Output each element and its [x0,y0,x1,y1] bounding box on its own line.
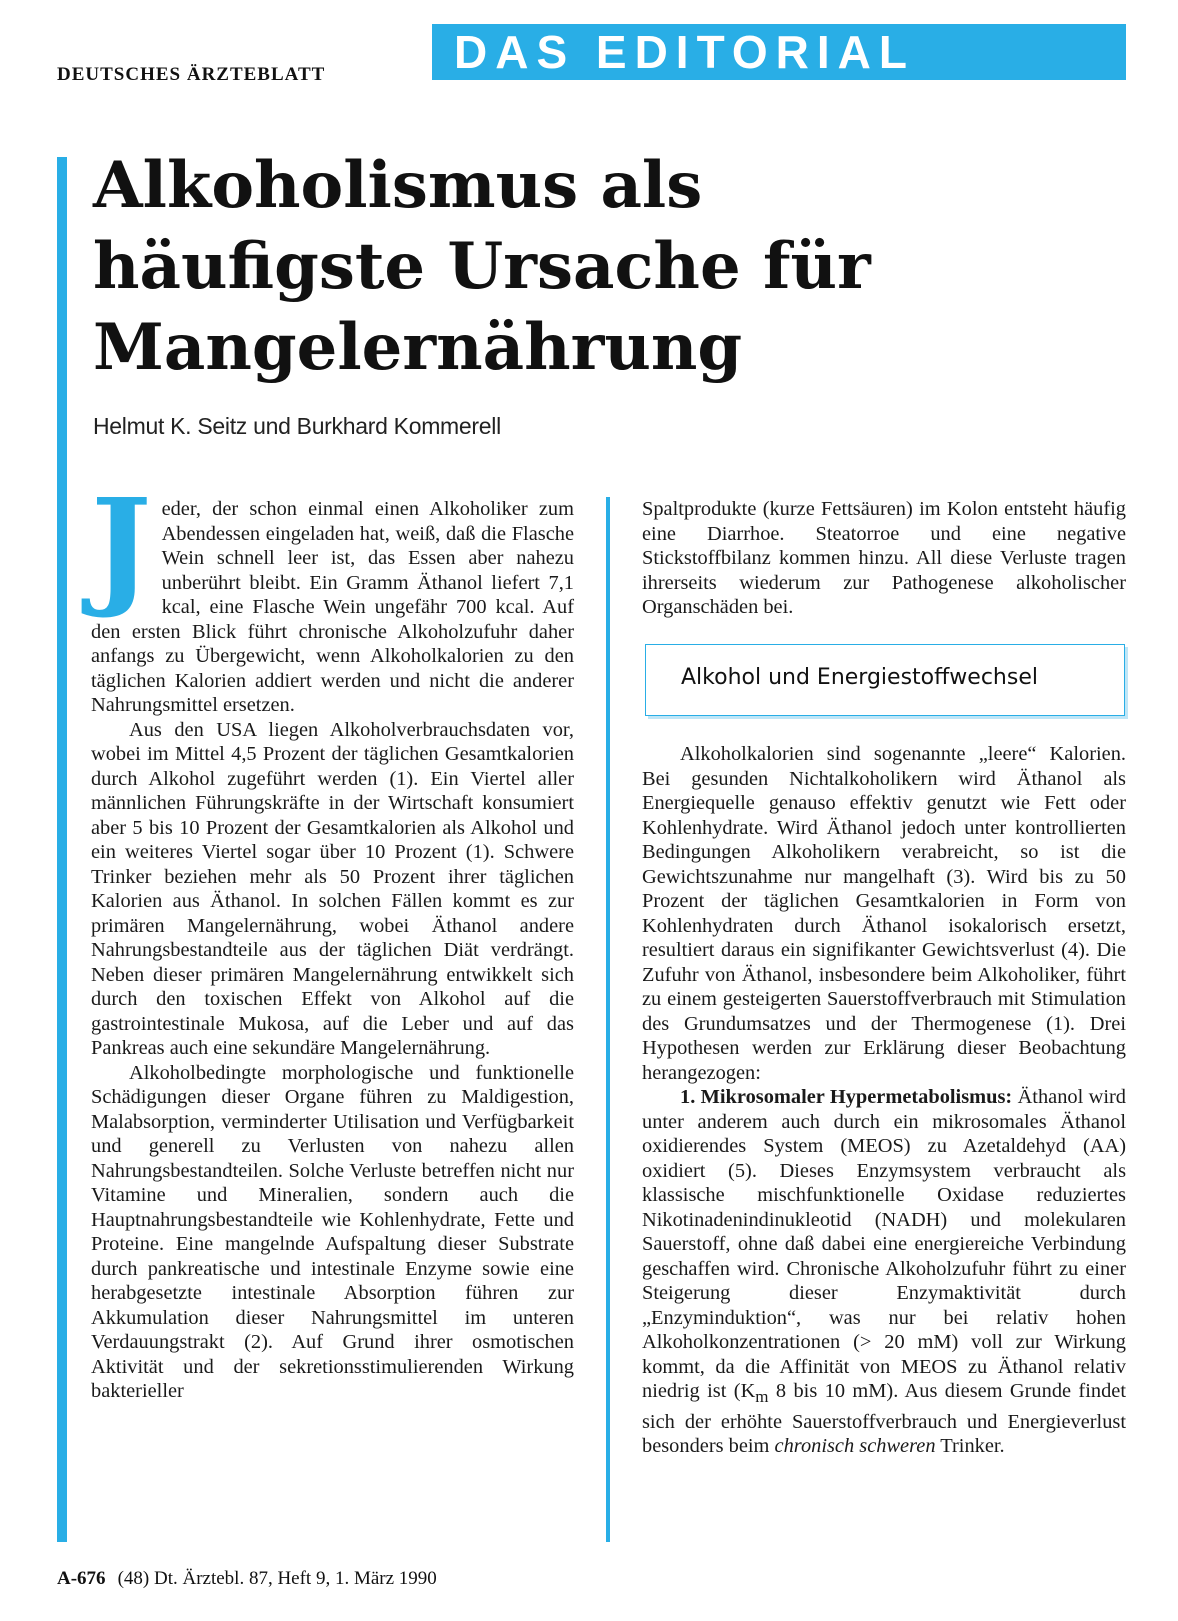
paragraph-text: Trinker. [935,1435,1005,1458]
emphasis: chronisch schweren [774,1435,936,1458]
paragraph-heading: 1. Mikrosomaler Hypermetabolismus: [680,1086,1013,1108]
right-column-body [642,742,1126,1459]
section-heading-box [645,644,1125,716]
paragraph: Spaltprodukte (kurze Fettsäuren) im Kolon entsteht häufig eine Diarrhoe. Steatorroe und eine negative Stickstoffbilanz kommen hinzu. All diese Verluste tragen ihrerseits wiederum zur Pathogenese alkoholischer Organschäden bei. [642,498,1126,618]
paragraph: Alkoholbedingte morphologische und funktionelle Schädigungen dieser Organe führen zu Maldigestion, Malabsorption, verminderter Utilisation und Verfügbarkeit und generell zu Verlusten von nahezu allen Nahrungsbestandteilen. Solche Verluste betreffen nicht nur Vitamine und Mineralien, sondern auch die Hauptnahrungsbestandteile wie Kohlenhydrate, Fette und Proteine. Eine mangelnde Aufspaltung dieser Substrate durch pankreatische und intestinale Enzyme sowie eine herabgesetzte intestinale Absorption führen zur Akkumulation dieser Nahrungsmittel im unteren Verdauungstrakt (2). Auf Grund ihrer osmotischen Aktivität und der sekretionsstimulierenden Wirkung bakterieller [91,1061,574,1402]
article-authors: Helmut K. Seitz und Burkhard Kommerell [93,413,501,439]
section-banner-label: DAS EDITORIAL [454,26,915,78]
right-column-top [642,497,1126,620]
paragraph [642,1085,1126,1459]
page-footer [57,1568,437,1590]
subscript: m [755,1387,769,1407]
journal-masthead: DEUTSCHES ÄRZTEBLATT [57,64,326,85]
drop-cap: J [91,472,152,622]
paragraph-text: 8 bis 10 mM). Aus diesem Grunde findet sich der erhöhte Sauerstoffverbrauch und Energieverlust besonders beim [642,1380,1126,1458]
paragraph-text: Äthanol wird unter anderem auch durch ein mikrosomales Äthanol oxidierendes System (MEOS) zu Azetaldehyd (AA) oxidiert (5). Dieses Enzymsystem verbraucht als klassische mischfunktionelle Oxidase reduziertes Nikotinadenindinukleotid (NADH) und molekularen Sauerstoff, ohne daß dabei eine energiereiche Verbindung geschaffen wird. Chronische Alkoholzufuhr führt zu einer Steigerung dieser Enzymaktivität durch „Enzyminduktion“, was nur bei relativ hohen Alkoholkonzentrationen (> 20 mM) voll zur Wirkung kommt, da die Affinität von MEOS zu Äthanol relativ niedrig ist (K [642,1086,1126,1402]
paragraph: Alkoholkalorien sind sogenannte „leere“ Kalorien. Bei gesunden Nichtalkoholikern wird Äthanol als Energiequelle genauso effektiv genutzt wie Fett oder Kohlenhydrate. Wird Äthanol jedoch unter kontrollierten Bedingungen Alkoholikern verabreicht, so ist die Gewichtszunahme nur mangelhaft (3). Wird bis zu 50 Prozent der täglichen Gesamtkalorien in Form von Kohlenhydraten durch Äthanol isokalorisch ersetzt, resultiert daraus ein signifikanter Gewichtsverlust (4). Die Zufuhr von Äthanol, insbesondere beim Alkoholiker, führt zu einem gesteigerten Sauerstoffverbrauch mit Stimulation des Grundumsatzes und der Thermogenese (1). Drei Hypothesen werden zur Erklärung dieser Beobachtung herangezogen: [642,743,1126,1084]
page-number: A-676 [57,1568,106,1589]
column-divider [606,497,610,1542]
section-banner [432,24,1126,80]
paragraph: Aus den USA liegen Alkoholverbrauchsdaten vor, wobei im Mittel 4,5 Prozent der täglichen Gesamtkalorien durch Alkohol zugeführt werden (1). Ein Viertel aller männlichen Führungskräfte in der Wirtschaft konsumiert aber 5 bis 10 Prozent der Gesamtkalorien als Alkohol und ein weiteres Viertel sogar über 10 Prozent (1). Schwere Trinker beziehen mehr als 50 Prozent ihrer täglichen Kalorien aus Äthanol. In solchen Fällen kommt es zur primären Mangelernährung, wobei Äthanol andere Nahrungsbestandteile aus der täglichen Diät verdrängt. Neben dieser primären Mangelernährung entwikkelt sich durch den toxischen Effekt von Alkohol auf die gastrointestinale Mukosa, auf die Leber und auf das Pankreas auch eine sekundäre Mangelernährung. [91,718,574,1059]
article-title: Alkoholismus als häufigste Ursache für Mangelernährung [93,148,871,385]
section-heading: Alkohol und Energiestoffwechsel [681,665,1038,690]
accent-bar [57,157,67,1542]
left-column [91,472,574,1404]
paragraph: eder, der schon einmal einen Alkoholiker zum Abendessen eingeladen hat, weiß, daß die Flasche Wein schnell leer ist, das Essen aber nahezu unberührt bleibt. Ein Gramm Äthanol liefert 7,1 kcal, eine Flasche Wein ungefähr 700 kcal. Auf den ersten Blick führt chronische Alkoholzufuhr daher anfangs zu Übergewicht, wenn Alkoholkalorien zu den täglichen Kalorien addiert werden und nicht die anderer Nahrungsmittel ersetzen. [91,498,574,716]
citation: (48) Dt. Ärztebl. 87, Heft 9, 1. März 1990 [117,1568,437,1589]
